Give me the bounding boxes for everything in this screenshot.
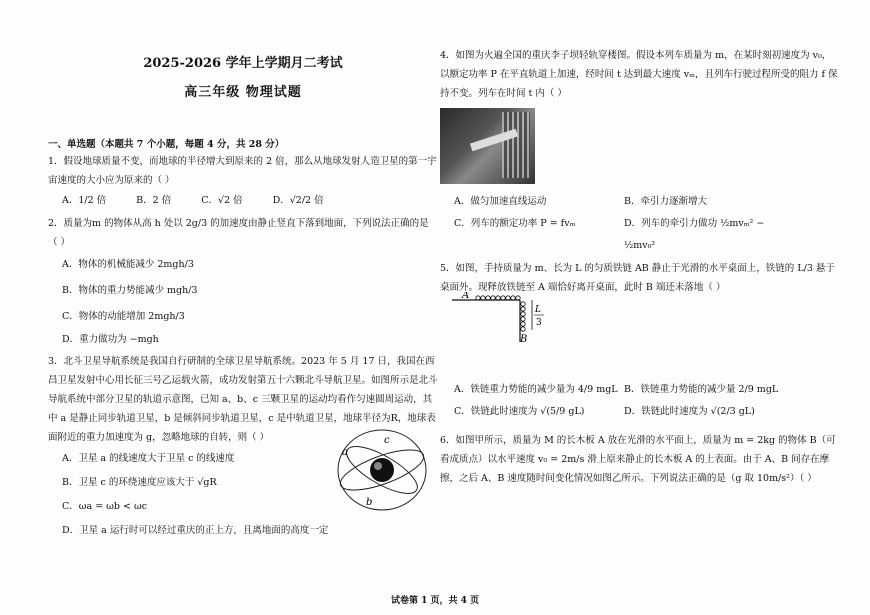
question-4: 4．如图为火遍全国的重庆李子坝轻轨穿楼图。假设本列车质量为 m，在某时刻初速度为 v₀，以额定功率 P 在平直轨道上加速，经时间 t 达到最大速度 vₘ，且列车行驶过程所受的阻力 f 保持不变。列车在时间 t 内（ ） bbox=[440, 50, 838, 99]
label-b: B bbox=[520, 334, 528, 345]
train-photo bbox=[440, 108, 535, 184]
label-3: 3 bbox=[536, 318, 542, 328]
option-c: C．列车的额定功率 P = fvₘ bbox=[454, 218, 576, 229]
question-1: 1．假设地球质量不变，而地球的半径增大到原来的 2 倍，那么从地球发射人造卫星的第一宇宙速度的大小应为原来的（ ） bbox=[48, 156, 437, 186]
question-1-options bbox=[48, 190, 438, 212]
exam-subtitle: 高三年级 物理试题 bbox=[184, 85, 302, 100]
question-5: 5．如图，手持质量为 m、长为 L 的匀质铁链 AB 静止于光滑的水平桌面上，铁链的 L/3 悬于桌面外。现释放铁链至 A 端恰好离开桌面，此时 B 端还未落地（ ） bbox=[440, 263, 835, 293]
chain-diagram bbox=[452, 292, 552, 352]
label-a: A bbox=[462, 292, 470, 301]
option-d: D．卫星 a 运行时可以经过重庆的正上方，且离地面的高度一定 bbox=[62, 525, 329, 536]
question-5-options-row2 bbox=[440, 401, 840, 423]
option-a: A．做匀加速直线运动 bbox=[454, 196, 547, 207]
option-b: B．2 倍 bbox=[136, 195, 172, 206]
question-6: 6．如图甲所示，质量为 M 的长木板 A 放在光滑的水平面上，质量为 m = 2kg 的物体 B（可看成质点）以水平速度 v₀ = 2m/s 滑上原来静止的长木板 A 的上表面。由于 A、B 间存在摩擦，之后 A、B 速度随时间变化情况如图乙所示。下列说法正确的是（g 取 10m/s²）（ ） bbox=[440, 435, 836, 484]
orbit-diagram bbox=[332, 425, 432, 515]
label-a: a bbox=[342, 447, 348, 458]
label-l: L bbox=[535, 305, 541, 315]
option-d: D．√2/2 倍 bbox=[272, 195, 324, 206]
option-d: D．重力做功为 −mgh bbox=[62, 334, 159, 345]
question-3: 3．北斗卫星导航系统是我国自行研制的全球卫星导航系统。2023 年 5 月 17 日，我国在西昌卫星发射中心用长征三号乙运载火箭，成功发射第五十六颗北斗导航卫星。如图所示是北斗导航系统中部分卫星的轨道示意图，已知 a、b、c 三颗卫星的运动均看作匀速圆周运动，其中 a 是静止同步轨道卫星，b 是倾斜同步轨道卫星，c 是中轨道卫星，地球半径为R，地球表面附近的重力加速度为 g，忽略地球的自转，则（ ） bbox=[48, 356, 438, 443]
option-a: A．1/2 倍 bbox=[62, 195, 107, 206]
section-heading: 一、单选题（本题共 7 个小题，每题 4 分，共 28 分） bbox=[48, 139, 285, 150]
question-2: 2．质量为m 的物体从高 h 处以 2g/3 的加速度由静止竖直下落到地面，下列说法正确的是（ ） bbox=[48, 218, 429, 248]
option-b: B．铁链重力势能的减少量 2/9 mgL bbox=[624, 384, 779, 395]
option-a: A．物体的机械能减少 2mgh/3 bbox=[62, 259, 194, 270]
earth-icon bbox=[370, 458, 394, 482]
label-b: b bbox=[366, 497, 373, 508]
question-4-options-row2 bbox=[440, 213, 840, 257]
option-d: D．铁链此时速度为 √(2/3 gL) bbox=[624, 406, 755, 417]
option-b: B．卫星 c 的环绕速度应该大于 √gR bbox=[62, 477, 217, 488]
label-c: c bbox=[384, 435, 390, 446]
option-c: C．√2 倍 bbox=[201, 195, 243, 206]
option-a: A．铁链重力势能的减少量为 4/9 mgL bbox=[454, 384, 618, 395]
option-b: B．物体的重力势能减少 mgh/3 bbox=[62, 285, 198, 296]
question-4-options-row1 bbox=[440, 191, 840, 213]
exam-title: 2025-2026 学年上学期月二考试 bbox=[143, 56, 343, 71]
option-c: C．物体的动能增加 2mgh/3 bbox=[62, 311, 185, 322]
page-footer: 试卷第 1 页，共 4 页 bbox=[390, 596, 480, 606]
option-c: C．铁链此时速度为 √(5/9 gL) bbox=[454, 406, 585, 417]
option-b: B．牵引力逐渐增大 bbox=[624, 196, 707, 207]
option-c: C．ωa = ωb < ωc bbox=[62, 501, 148, 512]
option-a: A．卫星 a 的线速度大于卫星 c 的线速度 bbox=[62, 453, 235, 464]
option-d: D．列车的牵引力做功 ½mvₘ² − ½mv₀² bbox=[624, 218, 765, 251]
question-5-options-row1 bbox=[440, 379, 840, 401]
